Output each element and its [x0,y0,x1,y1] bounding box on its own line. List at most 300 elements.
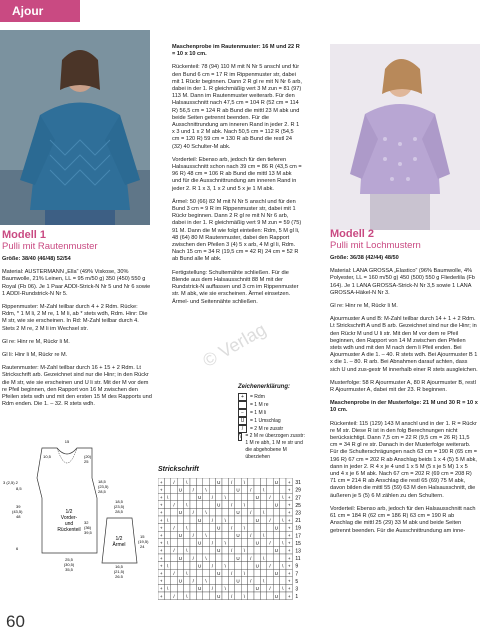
chart-cell [260,569,266,577]
chart-row-label: 17 [295,533,301,540]
chart-symbol: + [287,540,291,546]
chart-symbol: \ [186,479,188,485]
chart-row-label: 25 [295,502,301,509]
chart-symbol: / [250,578,252,584]
chart-cell [254,508,260,516]
chart-symbol: U [197,517,202,523]
chart-symbol: / [230,571,233,576]
chart-cell [280,501,286,509]
chart-cell [203,569,209,577]
dim-s7: 16,5 [115,564,123,569]
chart-symbol: U [255,563,259,569]
chart-title: Strickschrift [158,466,199,473]
chart-symbol: U [178,533,183,538]
chart-cell [228,508,234,516]
chart-cell [248,524,254,532]
chart-symbol: \ [166,586,169,592]
chart-cell [241,508,247,516]
chart-symbol: + [287,495,291,500]
chart-cell [164,569,170,577]
chart-cell [241,486,247,494]
chart-symbol: U [274,571,279,576]
chart-cell [260,592,266,600]
chart-cell [273,562,279,570]
chart-cell [216,508,222,516]
chart-cell [209,554,215,562]
chart-cell [164,508,170,516]
chart-cell [177,546,183,554]
chart-symbol: / [269,517,271,523]
chart-symbol: / [192,533,194,538]
chart-cell [190,501,196,509]
chart-symbol: U [274,479,279,485]
chart-cell [203,562,209,570]
chart-cell [203,501,209,509]
chart-symbol: \ [243,548,246,554]
chart-cell [267,592,273,600]
chart-cell [235,569,241,577]
chart-cell [190,493,196,501]
chart-symbol: U [217,525,221,531]
chart-cell [267,569,273,577]
chart-cell [273,554,279,562]
chart-cell [228,554,234,562]
model2-title: Modell 2 [330,228,375,240]
chart-symbol: U [197,495,202,500]
chart-cell [235,546,241,554]
chart-symbol: U [255,495,259,500]
chart-cell [222,569,228,577]
dim-s6: 24 [140,544,145,549]
chart-symbol: \ [166,495,169,500]
chart-symbol: + [159,510,163,516]
dim-s9: 26,5 [115,574,123,578]
chart-cell [228,516,234,524]
chart-cell [164,524,170,532]
chart-cell [184,508,190,516]
chart-symbol: \ [166,540,169,546]
chart-cell [196,569,202,577]
chart-symbol: / [250,555,252,561]
dim-bot1: 25,5 [65,557,73,562]
chart-row-label: 13 [295,548,301,555]
chart-symbol: / [211,495,214,500]
chart-cell [254,569,260,577]
model2-ajourmuster: Ajourmuster A und B: M-Zahl teilbar durch 14 + 1 + 2 Rdm. Lt Strickschrift A und B arb. Gezeichnet sind nur die Hinr; in den Rückr M und U li str. Mit den M vor dem re Pfeil beginnen, den Rapport von 14 M zwischen den Pfeilen stets wdh und mit den M nach dem li Pfeil enden. Bei Ajourmuster A die 1. – 40. R stets wdh. Bei Ajourmuster B 1 x die 1. – 80. R arb. Bei Abnahmen darauf achten, dass sich U und zus-gestr M innerhalb einer R stets ausgleichen. [330,316,478,373]
chart-cell [164,486,170,494]
chart-cell [228,539,234,547]
chart-symbol: / [192,578,194,584]
chart-cell [248,501,254,509]
chart-symbol: \ [205,487,207,493]
chart-cell [235,524,241,532]
chart-cell [171,493,177,501]
chart-symbol: \ [243,502,246,508]
sleeve-label-2: Ärmel [112,542,126,548]
chart-cell [190,569,196,577]
watermark: © Verlag [199,319,270,372]
m1-fertigstellung: Fertigstellung: Schultemähte schließen. Für die Blende aus dem Halsausschnitt 88 M mit der Rundstrick-N auffassen und 3 cm im Rippenmuster str. M abk, wie sie erscheinen. Ärmel einsetzen. Ärmel- und Seitennähte schließen. [172,269,299,305]
chart-cell [280,508,286,516]
legend-item: + = Rdm [238,393,308,401]
dim-mid5: (36) [84,525,92,530]
chart-symbol: U [217,479,221,485]
chart-symbol: + [287,517,291,523]
m1-aermel: Ärmel: 50 (66) 82 M mit N Nr 5 anschl und für den Bund 3 cm = 9 R im Rippenmuster str, dabei mit 1 Rückr beginnen. Dann 2 R gl re mit N Nr 6 arb, dabei in der 1. R gleichmäßig vert 9 M zun = 59 (75) 91 M. Dann die M wie folgt einteilen: Rdm, 5 M gl li, 48 (64) 80 M Rautenmuster, dabei den Rapport zwischen den Pfeilen 3 (4) 5 x arb, 4 M gl li, Rdm. Nach 15 cm = 34 R (19,5 cm = 42 R) 24 cm = 52 R ab Bund alle M abk. [172,198,302,263]
chart-cell [260,478,266,486]
chart-symbol: U [274,548,279,554]
model1-rautenmuster: Rautenmuster: M-Zahl teilbar durch 16 + 15 + 2 Rdm. Lt Strickschrift arb. Gezeichnet sind nur die Hinr; in den Rückr die M str, wie sie erscheinen und U li str. Mit der M vor dem re Pfeil beginnen, den Rapport von 16 M zwischen den Pfeilen stets wdh und mit den ersten 15 M des Rapports und Rdm enden. Die 1. – 32. R stets wdh. [2,365,152,408]
chart-row-label: 1 [295,594,299,601]
chart-cell [190,478,196,486]
chart-cell [228,562,234,570]
chart-cell [196,554,202,562]
section-tag: Ajour [0,0,80,22]
chart-cell [235,592,241,600]
chart-cell [273,577,279,585]
chart-row-label: 9 [295,563,299,570]
chart-cell [235,516,241,524]
chart-cell [203,516,209,524]
chart-cell [260,539,266,547]
chart-symbol: / [230,548,233,554]
chart-cell [241,562,247,570]
chart-cell [184,516,190,524]
chart-cell [196,577,202,585]
chart-symbol: \ [205,533,207,538]
chart-cell [209,486,215,494]
chart-cell [267,531,273,539]
chart-cell [190,546,196,554]
model1-photo [0,30,150,225]
dim-s1: 18,5 [115,499,123,504]
model1-gl-re: Gl re: Hinr re M, Rückr li M. [2,338,70,345]
chart-symbol: / [173,571,175,576]
chart-symbol: U [217,571,221,576]
chart-symbol: \ [282,495,284,500]
chart-symbol: + [287,571,291,576]
chart-cell [171,531,177,539]
chart-cell [254,577,260,585]
chart-symbol: \ [186,548,188,554]
dim-s4: 15 [140,534,145,539]
chart-symbol: U [178,510,183,516]
dim-bot3: 35,5 [65,567,73,572]
chart-symbol: U [236,555,240,561]
pattern-schematic [2,438,152,578]
chart-cell [190,516,196,524]
chart-cell [260,584,266,592]
chart-symbol: \ [224,540,226,546]
chart-cell [209,478,215,486]
chart-symbol: + [159,563,163,569]
model1-gl-li: Gl li: Hinr li M, Rückr re M. [2,352,68,359]
model2-gl-re: Gl re: Hinr re M, Rückr li M. [330,303,398,310]
chart-cell [222,531,228,539]
chart-cell [222,508,228,516]
chart-symbol: / [173,593,175,599]
chart-cell [171,539,177,547]
chart-cell [209,508,215,516]
chart-symbol: U [178,555,183,561]
chart-symbol: + [159,548,163,554]
m1-vorderteil: Vorderteil: Ebenso arb, jedoch für den tieferen Halsausschnitt schon nach 39 cm = 86 R (43,5 cm = 96 R) 48 cm = 106 R ab Bund die mittl 13 M abk und für die Ausschnittrundung am inneren Rand in jeder 2. R 1 x 3, 1 x 2 und 5 x je 1 M abk. [172,156,302,192]
chart-cell [190,584,196,592]
chart-cell [267,508,273,516]
dim-s2: (23,5) [113,504,125,509]
chart-cell [267,501,273,509]
chart-cell [228,577,234,585]
model2-photo [330,44,480,230]
chart-cell [177,478,183,486]
chart-cell [254,478,260,486]
dim-mid1: 18,5 [98,479,106,484]
chart-cell [184,486,190,494]
chart-symbol: U [178,487,183,493]
chart-cell [184,562,190,570]
chart-cell [209,501,215,509]
chart-symbol: \ [243,571,246,576]
chart-symbol: + [287,563,291,569]
chart-cell [164,577,170,585]
chart-row-label: 11 [295,556,301,563]
chart-symbol: / [192,555,194,561]
chart-row-label: 3 [295,586,299,593]
legend-item: / = 2 M re zusstr [238,425,308,433]
chart-cell [184,493,190,501]
model2-musterfolge: Musterfolge: 58 R Ajourmuster A, 80 R Ajourmuster B, restl R Ajourmuster A, dabei mit der 23. R beginnen. [330,379,476,394]
chart-symbol: U [197,540,202,546]
chart-cell [280,592,286,600]
chart-symbol: + [287,502,291,508]
model2-vorderteil: Vorderteil: Ebenso arb, jedoch für den Halsausschnitt nach 61 cm = 184 R (62 cm = 186 R) 63 cm = 190 R ab Anschlag die mittl 25 (29) 33 M abk und beide Seiten getrennt beenden. Für die Ausschnittrundung am inne- [330,505,476,534]
chart-symbol: / [269,586,271,592]
chart-symbol: \ [224,495,226,500]
m1-maschenprobe: Maschenprobe im Rautenmuster: 16 M und 22 R = 10 x 10 cm. [172,44,300,58]
chart-cell [216,584,222,592]
chart-cell [209,524,215,532]
chart-cell [203,493,209,501]
chart-cell [222,577,228,585]
chart-cell [177,562,183,570]
dim-left4: (43,5) [12,509,23,514]
chart-cell [260,524,266,532]
knitting-chart [158,478,314,608]
chart-cell [196,524,202,532]
model1-rippenmuster: Rippenmuster: M-Zahl teilbar durch 4 + 2 Rdm. Rücke: Rdm, * 1 M li, 2 M re, 1 M li, ab * stets wdh, Rdm. Hinr: Die M str, wie sie erscheinen. In Rd: M-Zahl teilbar durch 4. Stets 2 M re, 2 M li im Wechsel str. [2,304,148,332]
chart-symbol: / [192,510,194,516]
legend-item: U = 1 Umschlag [238,417,308,425]
chart-symbol: U [217,502,221,508]
chart-cell [235,493,241,501]
chart-symbol: / [211,586,214,592]
chart-symbol: \ [205,555,207,561]
chart-cell [222,554,228,562]
dim-left6: 6 [16,546,19,551]
chart-symbol: \ [224,586,226,592]
chart-cell [273,539,279,547]
chart-cell [241,493,247,501]
chart-symbol: / [211,517,214,523]
chart-symbol: + [287,479,291,485]
chart-cell [216,531,222,539]
chart-cell [235,562,241,570]
chart-cell [267,554,273,562]
chart-symbol: / [230,525,233,531]
chart-cell [235,501,241,509]
chart-symbol: U [274,593,279,599]
chart-symbol: / [250,487,252,493]
chart-cell [228,493,234,501]
chart-symbol: / [173,548,175,554]
chart-cell [267,486,273,494]
chart-cell [177,493,183,501]
chart-symbol: \ [282,563,284,569]
chart-cell [216,539,222,547]
chart-cell [216,562,222,570]
chart-symbol: \ [186,525,188,531]
chart-cell [190,592,196,600]
model2-rueckenteil: Rückenteil: 115 (129) 143 M anschl und in der 1. R = Rückr re M str. Diese R ist in den folg Berechnungen nicht berücksichtigt. Dann 7,5 cm = 22 R (9,5 cm = 26 R) 11,5 cm = 34 R gl re str. Danach in der Musterfolge weiterarb. Für die Schulterschrägungen nach 63 cm = 190 R (65 cm = 196 R) 67 cm = 202 R ab Anschlag beids 1 x 4 (5) 5 M abk, dann in jeder 2. R 4 x je 4 und 1 x 5 M (5 x je 5 M) 1 x 5 und 4 x je 6 M abk. Nach 67 cm = 202 R (69 cm = 208 R) 71 cm = 214 R ab Anschlag die restl 65 (69) 75 M abk, davon bilden die mittl 55 (59) 63 M den Halsausschnitt, die äußeren je 5 (5) 6 M zählen zu den Schultern. [330,420,478,499]
chart-cell [254,501,260,509]
chart-cell [260,501,266,509]
dim-mid6: 39,5 [84,530,92,535]
chart-cell [241,577,247,585]
chart-cell [241,554,247,562]
chart-cell [260,546,266,554]
chart-cell [209,546,215,554]
chart-symbol: + [159,578,163,584]
chart-cell [273,493,279,501]
chart-cell [241,531,247,539]
chart-cell [248,546,254,554]
chart-symbol: U [236,487,240,493]
chart-symbol: + [159,495,163,500]
chart-symbol: / [230,593,233,599]
chart-cell [254,531,260,539]
chart-cell [273,584,279,592]
chart-symbol: U [236,510,240,516]
model2-size: Größe: 36/38 (42/44) 48/50 [330,255,399,261]
chart-symbol: + [159,487,163,493]
legend [238,384,308,461]
chart-symbol: U [178,578,183,584]
chart-symbol: \ [243,593,246,599]
chart-cell [164,546,170,554]
chart-row-label: 7 [295,571,299,578]
chart-symbol: \ [262,510,265,516]
front-label-2: Vorder- [60,515,78,521]
dim-mid3: 28,5 [98,489,106,494]
model2-maschenprobe: Maschenprobe in der Musterfolge: 21 M und 30 R = 10 x 10 cm. [330,400,478,414]
model2-material: Material: LANA GROSSA „Elastico“ (96% Baumwolle, 4% Polyester, LL = 160 m/50 g) 450 (500) 550 g Fliederlila (Fb 164). Je 1 LANA GROSSA-Strick-N Nr 3,5 sowie 1 LANA GROSSA-Häkel-N Nr 3. [330,268,475,296]
chart-cell [203,584,209,592]
chart-symbol: + [159,593,163,599]
chart-cell [216,577,222,585]
knitting-chart-grid [158,478,314,608]
chart-cell [254,486,260,494]
chart-cell [260,493,266,501]
chart-symbol: \ [262,555,265,561]
model2-photo-illustration [330,44,480,230]
chart-symbol: + [287,586,291,592]
chart-row-label: 5 [295,578,299,585]
chart-cell [190,562,196,570]
chart-cell [248,493,254,501]
front-label-1: 1/2 [65,509,73,515]
legend-item: = 1 M re [238,401,308,409]
chart-cell [164,501,170,509]
chart-symbol: + [287,555,291,561]
chart-symbol: / [173,502,175,508]
chart-symbol: / [173,479,175,485]
chart-cell [184,554,190,562]
chart-symbol: \ [243,479,246,485]
chart-cell [267,478,273,486]
dim-left3: 39 [16,504,21,509]
chart-cell [209,592,215,600]
chart-cell [164,592,170,600]
chart-symbol: + [287,593,291,599]
chart-cell [254,524,260,532]
chart-symbol: + [159,571,163,576]
chart-cell [260,516,266,524]
dim-top-c: 25 [84,459,89,464]
model1-subtitle: Pulli mit Rautenmuster [2,241,98,252]
chart-symbol: \ [186,593,188,599]
chart-symbol: \ [205,510,207,516]
chart-symbol: + [159,540,163,546]
chart-cell [216,493,222,501]
sleeve-label-1: 1/2 [115,536,123,542]
chart-symbol: / [269,563,271,569]
model2-subtitle: Pulli mit Lochmustern [330,240,421,251]
chart-cell [196,592,202,600]
chart-symbol: / [269,495,271,500]
chart-symbol: + [159,479,163,485]
chart-cell [241,539,247,547]
chart-symbol: U [255,517,259,523]
chart-cell [177,569,183,577]
chart-cell [222,486,228,494]
dim-mid2: (23,5) [98,484,109,489]
chart-symbol: / [250,510,252,516]
chart-cell [177,539,183,547]
chart-cell [171,562,177,570]
chart-symbol: \ [186,502,188,508]
chart-cell [241,516,247,524]
chart-cell [171,508,177,516]
chart-symbol: + [159,586,163,592]
front-label-3: und [64,521,74,527]
chart-cell [273,516,279,524]
chart-cell [216,486,222,494]
chart-cell [196,501,202,509]
chart-cell [171,516,177,524]
dim-bot2: (30,5) [63,562,75,567]
chart-cell [177,516,183,524]
chart-cell [164,554,170,562]
chart-symbol: + [159,555,163,561]
chart-symbol: / [230,502,233,508]
dim-s5: (19,5) [138,539,149,544]
chart-cell [203,478,209,486]
chart-cell [203,546,209,554]
dim-s8: (21,5) [113,569,125,574]
chart-cell [228,486,234,494]
chart-cell [248,592,254,600]
chart-cell [184,584,190,592]
